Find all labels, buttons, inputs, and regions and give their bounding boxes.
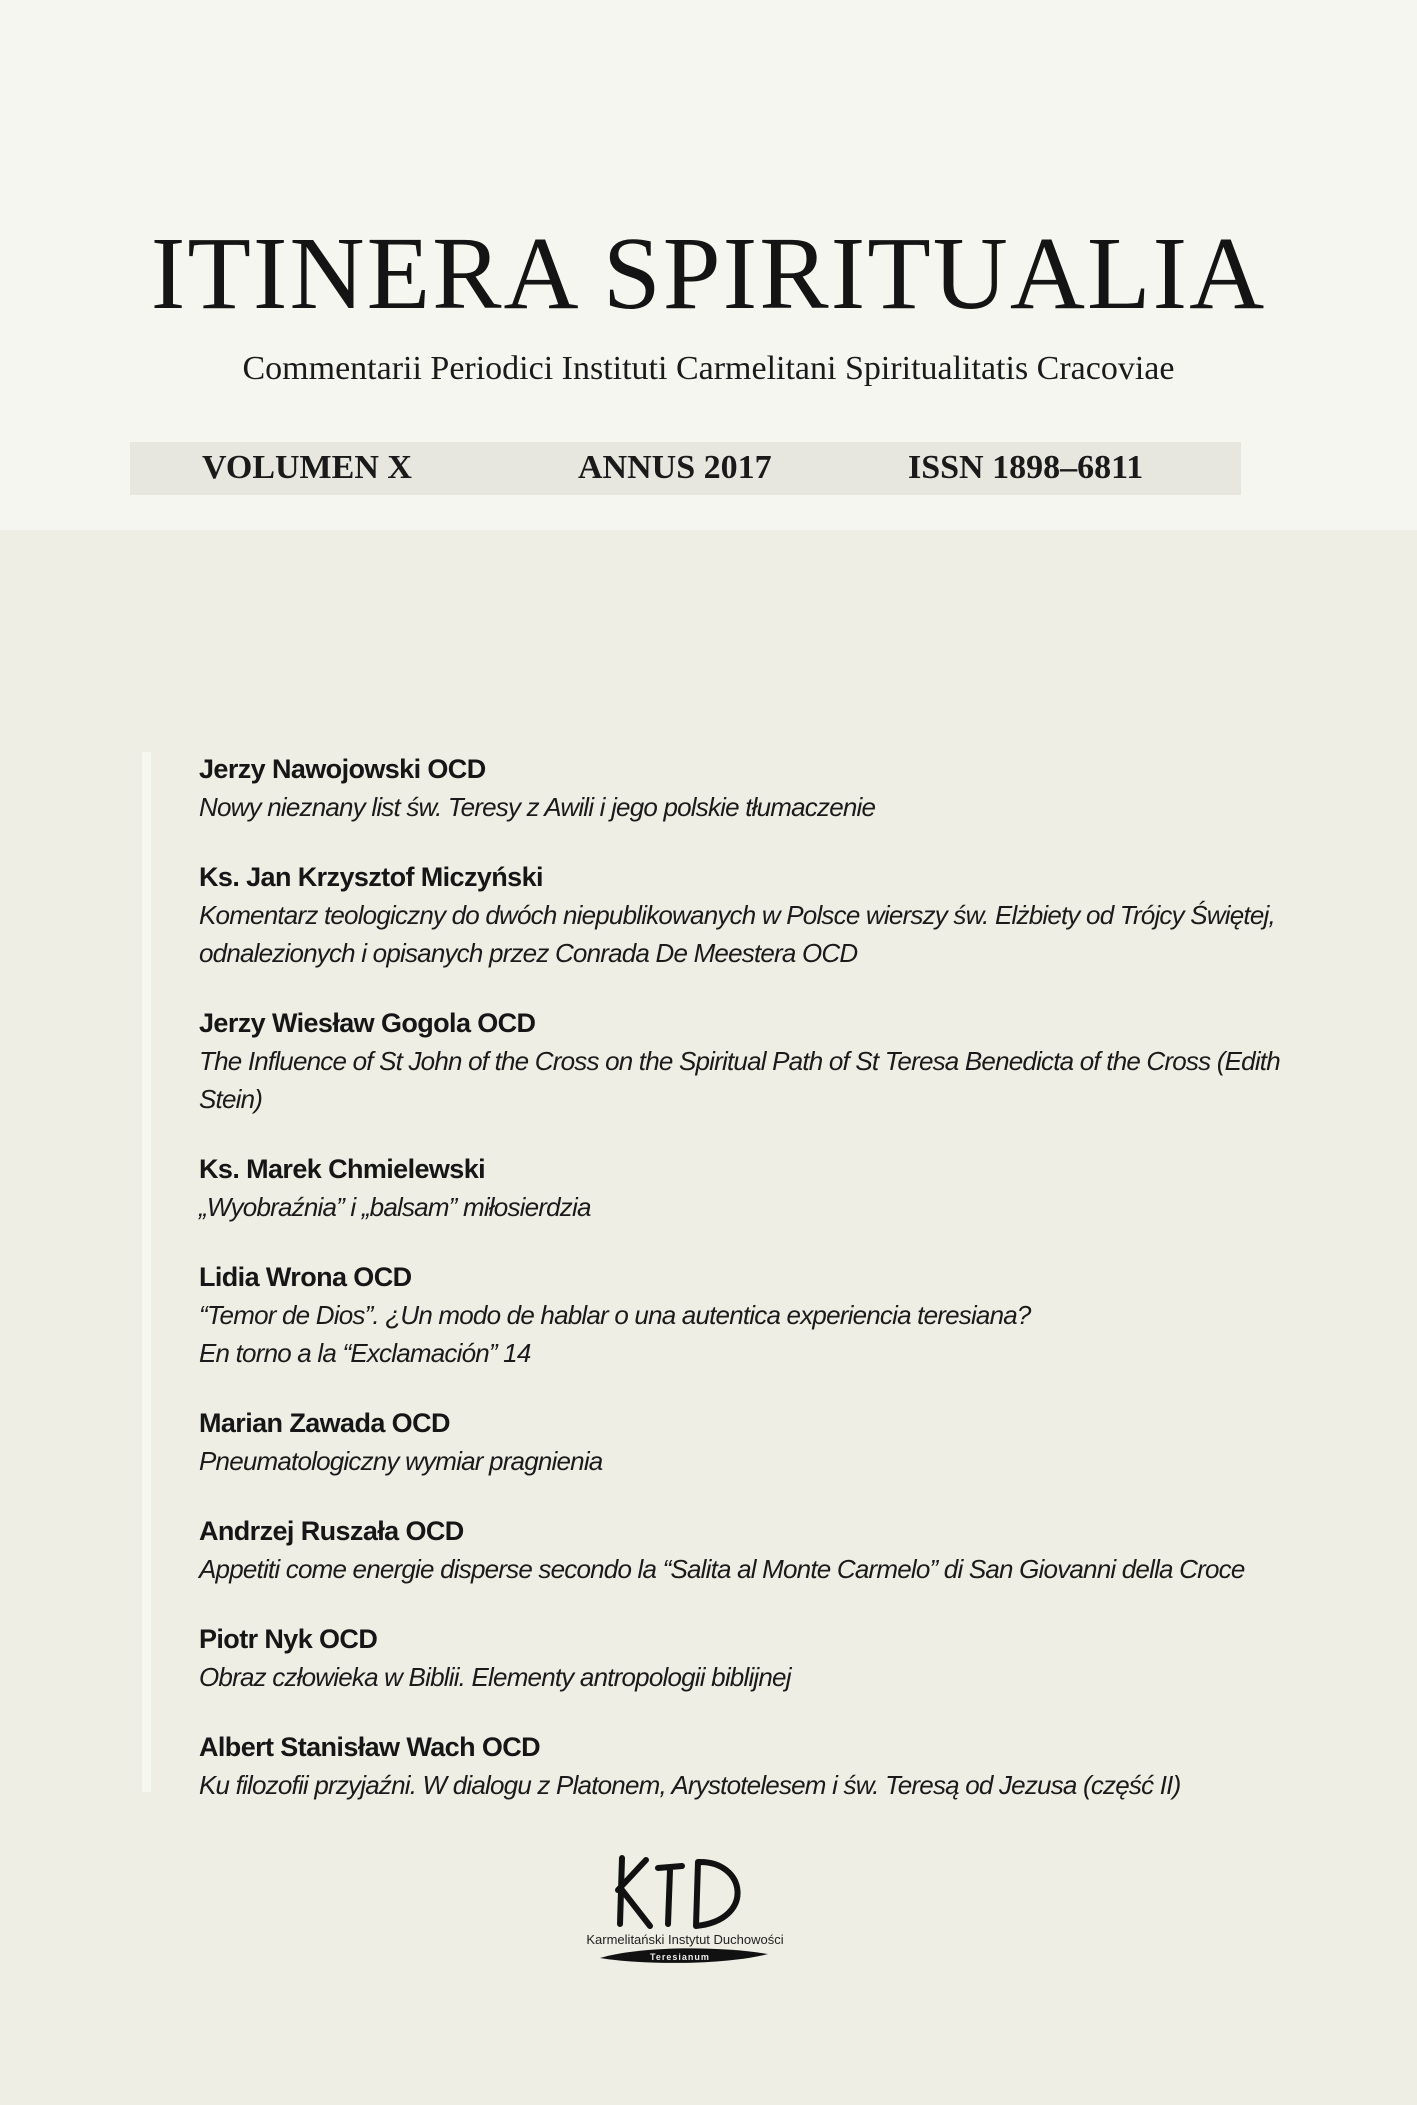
entry-title-cont: En torno a la “Exclamación” 14 [199,1338,531,1368]
toc-entry [199,1258,1319,1372]
logo-subcaption: Teresianum [650,1952,710,1962]
toc-entry [199,1150,1319,1226]
entry-title: Appetiti come energie disperse secondo la “Salita al Monte Carmelo” di San Giovanni della Croce [199,1554,1245,1584]
entry-author: Jerzy Wiesław Gogola OCD [199,1008,536,1038]
issue-info-band [130,442,1241,495]
toc-entry [199,1404,1319,1480]
volume-label: VOLUMEN X [202,449,412,486]
entry-title: “Temor de Dios”. ¿Un modo de hablar o una autentica experiencia teresiana? [199,1300,1031,1330]
entry-title: Komentarz teologiczny do dwóch niepublikowanych w Polsce wierszy św. Elżbiety od Trójcy Świętej, [199,900,1275,930]
journal-title: ITINERA SPIRITUALIA [150,216,1267,331]
entry-title: Obraz człowieka w Biblii. Elementy antropologii biblijnej [199,1662,791,1692]
entry-author: Lidia Wrona OCD [199,1262,412,1292]
entry-author: Ks. Jan Krzysztof Miczyński [199,862,543,892]
year-label: ANNUS 2017 [578,449,772,486]
toc-rule [142,752,151,1792]
entry-author: Andrzej Ruszała OCD [199,1516,464,1546]
entry-author: Ks. Marek Chmielewski [199,1154,486,1184]
entry-author: Jerzy Nawojowski OCD [199,754,486,784]
toc-entry [199,1728,1319,1804]
entry-title: Pneumatologiczny wymiar pragnienia [199,1446,603,1476]
logo-caption: Karmelitański Instytut Duchowości [586,1932,784,1947]
journal-subtitle: Commentarii Periodici Instituti Carmelitani Spiritualitatis Cracoviae [242,350,1175,387]
header-panel [0,0,1417,530]
toc-entry [199,1512,1319,1588]
toc-entry [199,750,1319,826]
entry-author: Albert Stanisław Wach OCD [199,1732,541,1762]
table-of-contents [199,750,1319,1836]
toc-entry [199,1620,1319,1696]
entry-author: Piotr Nyk OCD [199,1624,378,1654]
issn-label: ISSN 1898–6811 [908,449,1144,486]
entry-title: The Influence of St John of the Cross on the Spiritual Path of St Teresa Benedicta of the Cross (Edith Stein) [199,1046,1280,1114]
kid-logo [560,1850,810,1970]
toc-entry [199,858,1319,972]
entry-title: Nowy nieznany list św. Teresy z Awili i jego polskie tłumaczenie [199,792,876,822]
entry-title: Ku filozofii przyjaźni. W dialogu z Platonem, Arystotelesem i św. Teresą od Jezusa (część II) [199,1770,1181,1800]
entry-title-cont: odnalezionych i opisanych przez Conrada De Meestera OCD [199,938,858,968]
toc-entry [199,1004,1319,1118]
entry-author: Marian Zawada OCD [199,1408,450,1438]
entry-title: „Wyobraźnia” i „balsam” miłosierdzia [199,1192,591,1222]
